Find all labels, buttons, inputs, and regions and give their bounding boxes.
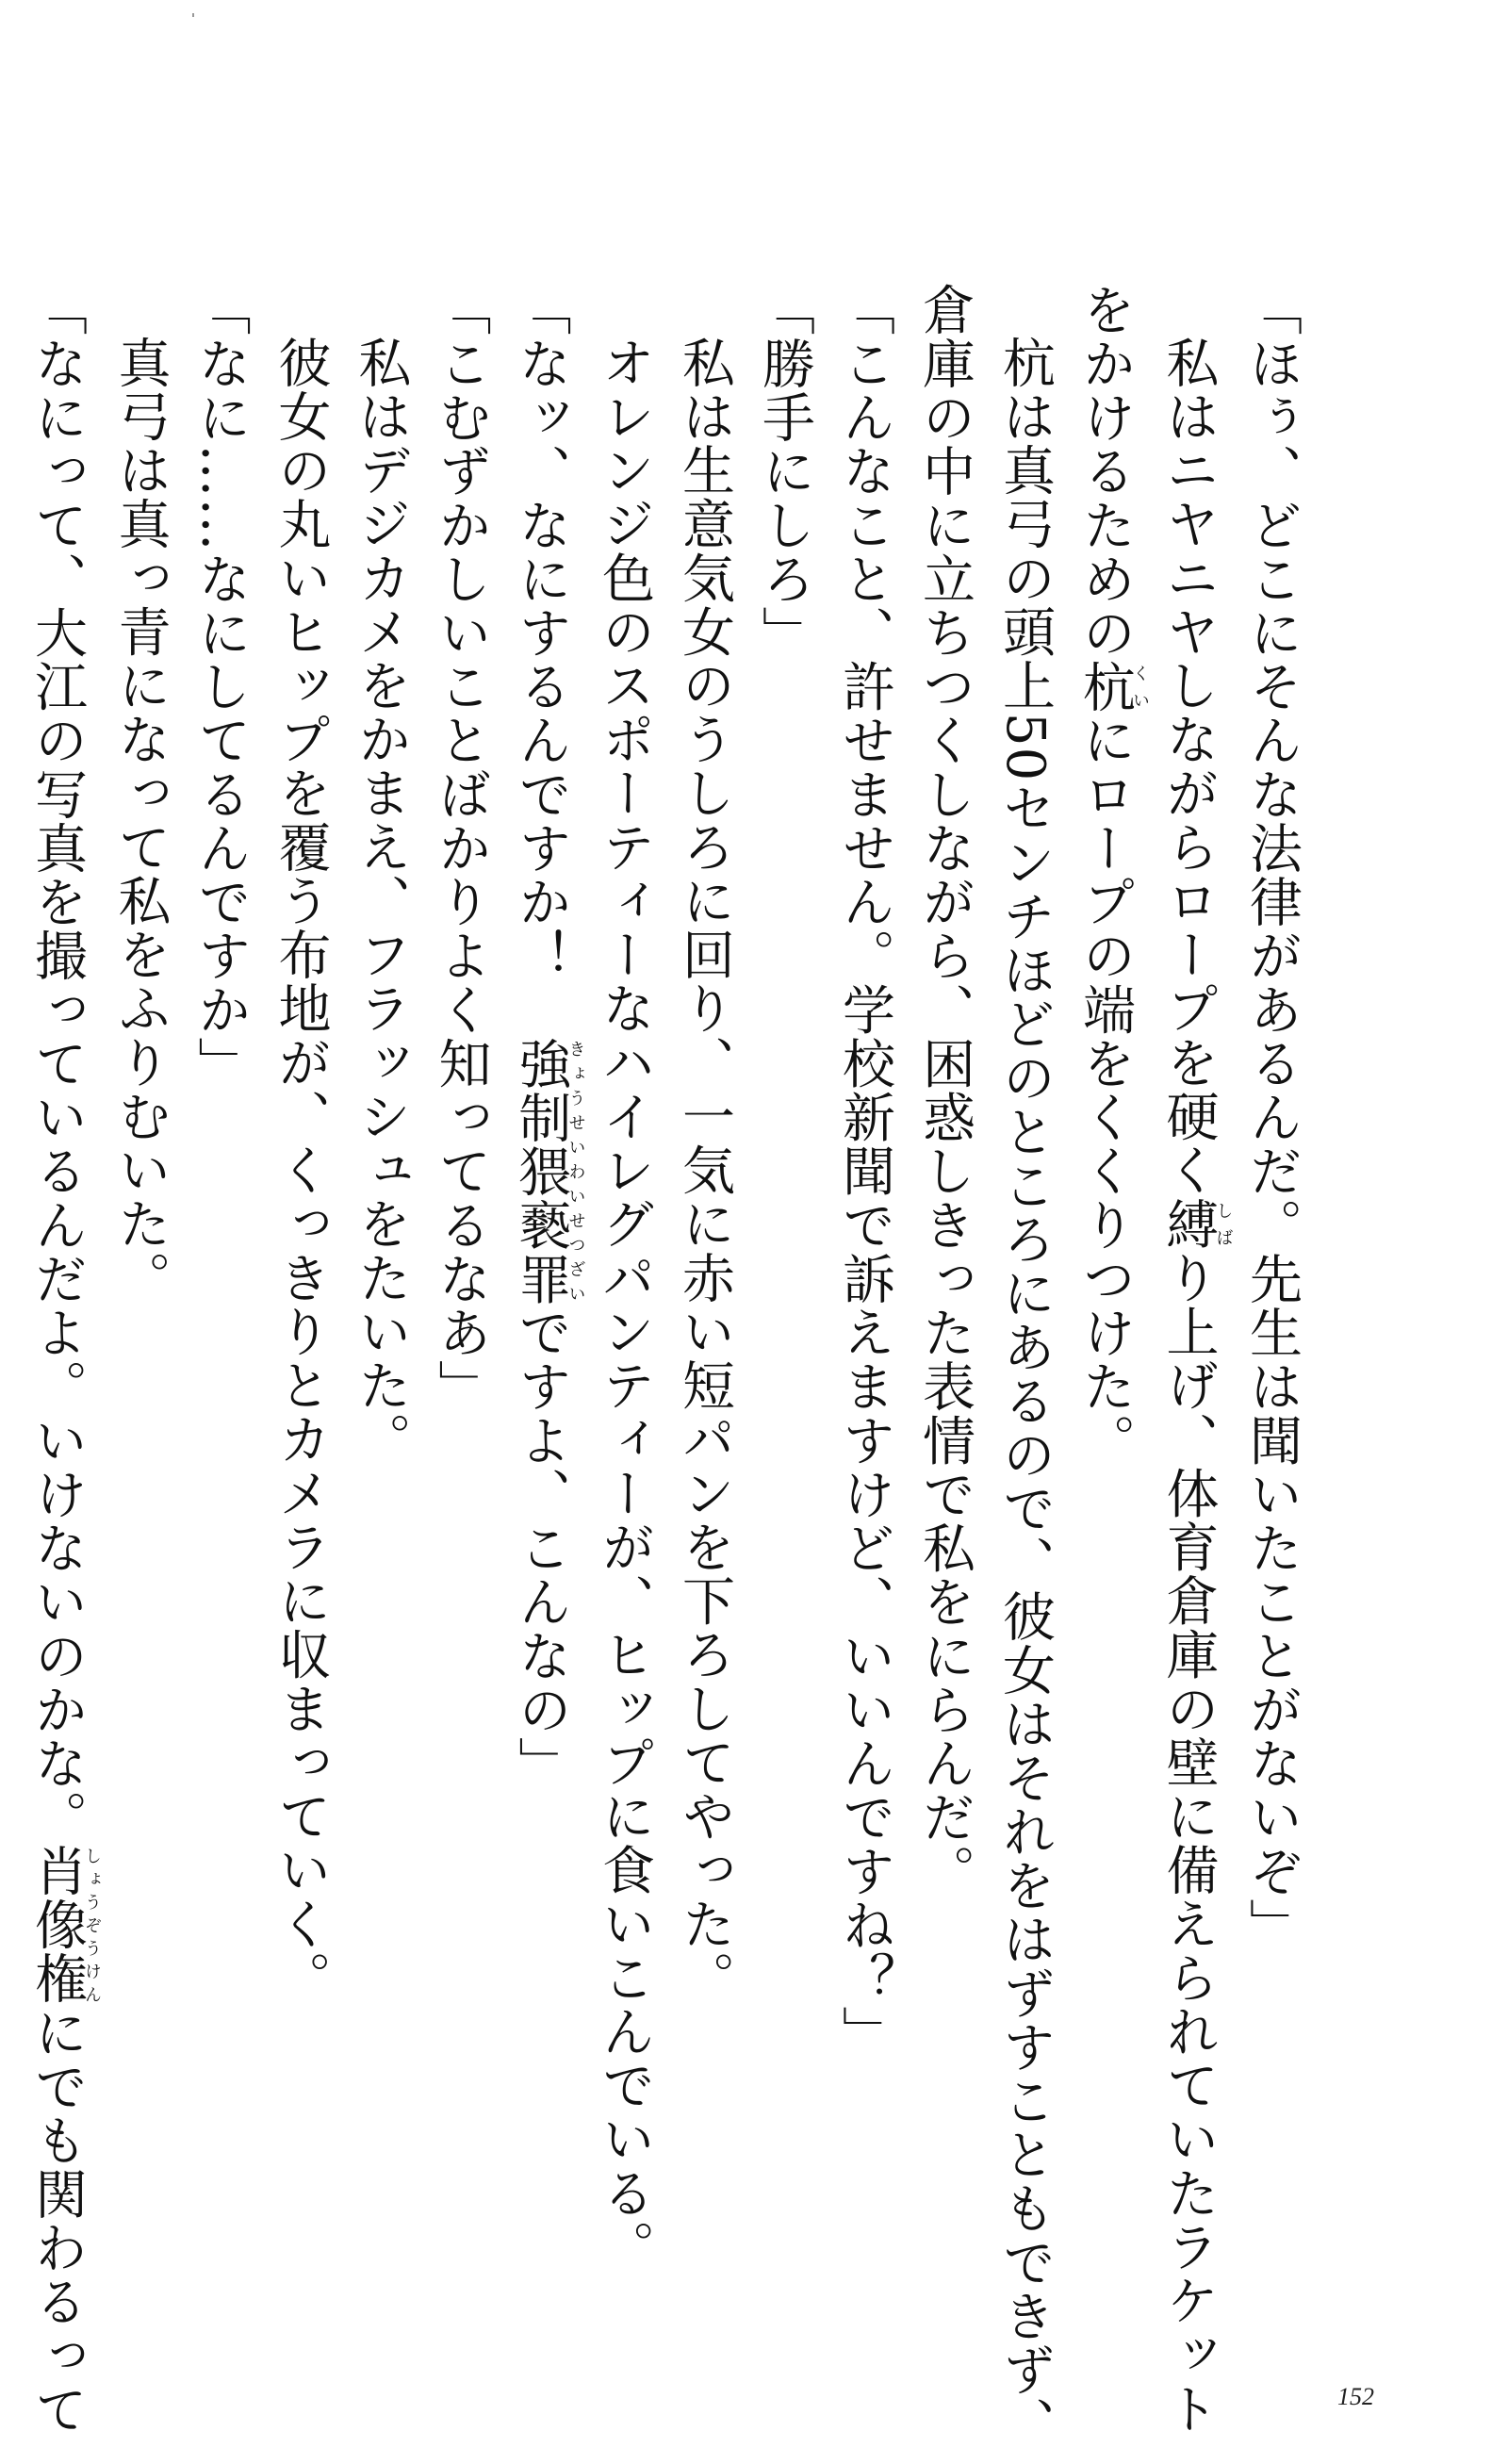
furigana-kyouseiwaisetsuzai: 強制猥褻罪きょうせいわいせつざい <box>510 1036 586 1306</box>
stray-mark <box>192 13 194 17</box>
text-line-15: 真弓は真っ青になって私をふりむいた。 <box>109 336 172 1306</box>
text-line-12: 私はデジカメをかまえ、フラッシュをたいた。 <box>350 336 412 1467</box>
text-line-11: 「こむずかしいことばかりよく知ってるなあ」 <box>430 283 492 1414</box>
text-line-13: 彼女の丸いヒップを覆う布地が、くっきりとカメラに収まっていく。 <box>270 336 332 2005</box>
text-line-3: をかけるための杭くいにロープの端をくくりつけた。 <box>1074 283 1150 1468</box>
furigana-shibari: 縛しば <box>1157 1196 1234 1252</box>
text-line-4: 杭は真弓の頭上50センチほどのところにあるので、彼女はそれをはずすこともできず、 <box>994 336 1056 2452</box>
text-line-14: 「なに……なにしてるんですか」 <box>189 283 252 1091</box>
text-line-6: 「こんなこと、許せません。学校新聞で訴えますけど、いいんですね？」 <box>834 283 895 2060</box>
text-line-5: 倉庫の中に立ちつくしながら、困惑しきった表情で私をにらんだ。 <box>914 283 975 1898</box>
vertical-text-block <box>26 283 1312 2452</box>
text-line-9: オレンジ色のスポーティーなハイレグパンティーが、ヒップに食いこんでいる。 <box>594 336 655 2275</box>
text-line-7: 「勝手にしろ」 <box>754 283 815 660</box>
text-line-2: 私はニヤニヤしながらロープを硬く縛しばり上げ、体育倉庫の壁に備えられていたラケット <box>1157 336 1234 2436</box>
furigana-kui: 杭くい <box>1074 659 1150 714</box>
text-line-1: 「ほぅ、どこにそんな法律があるんだ。先生は聞いたことがないぞ」 <box>1241 283 1303 1952</box>
furigana-shouzouken: 肖像権しょうぞうけん <box>26 1844 102 2006</box>
text-line-10: 「なッ、なにするんですか！ 強制猥褻罪きょうせいわいせつざいですよ、こんなの」 <box>510 283 586 1791</box>
text-line-16: 「なにって、大江の写真を撮っているんだよ。いけないのかな。肖像権しょうぞうけんにでも関わるって <box>26 283 102 2437</box>
text-line-8: 私は生意気女のうしろに回り、一気に赤い短パンを下ろしてやった。 <box>674 336 735 2005</box>
page-number: 152 <box>1337 2383 1374 2410</box>
